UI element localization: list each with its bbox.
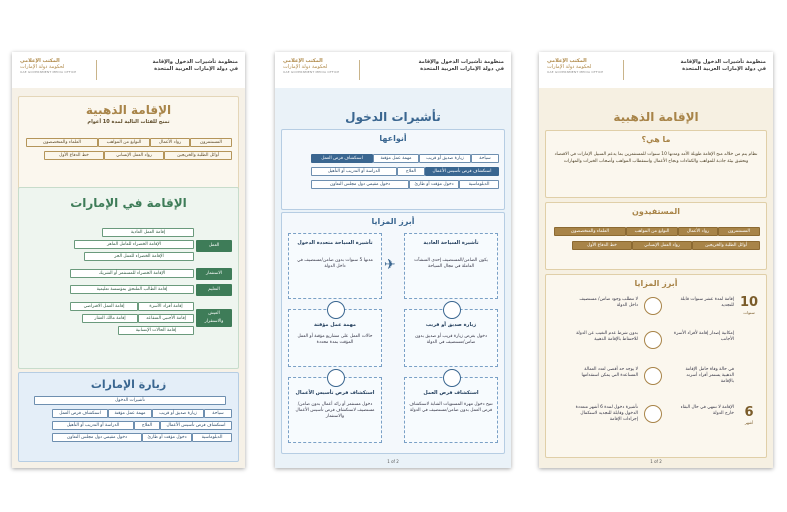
features-section bbox=[281, 212, 505, 454]
page-title: الإقامة الذهبية bbox=[613, 110, 699, 124]
feature-text: حالات العمل على مشاريع مؤقتة أو العمل المؤقت بمدة محددة bbox=[297, 334, 373, 345]
category-investment: الاستثمار bbox=[196, 268, 232, 280]
passport-icon bbox=[644, 405, 662, 423]
feature-title: مهمة عمل مؤقتة bbox=[313, 322, 357, 328]
briefcase-icon bbox=[327, 301, 345, 319]
header-title: منظومة تأشيرات الدخول والإقامة في دولة الإمارات العربية المتحدة bbox=[152, 59, 238, 72]
page-title: تأشيرات الدخول bbox=[345, 110, 441, 124]
section-title: أبرز المزايا bbox=[634, 279, 678, 288]
tag: رواد الأعمال bbox=[678, 227, 718, 236]
feature-card bbox=[288, 377, 382, 443]
feature-text: تتيح دخول مهرة المستويات الشابة لاستكشاف فرص العمل بدون ضامن/مستضيف في الدولة bbox=[409, 402, 493, 413]
tag: دخول مؤقت أو طارئ bbox=[142, 433, 192, 442]
features-section bbox=[545, 274, 767, 458]
hand-icon bbox=[644, 297, 662, 315]
tag: استكشاف فرص تأسيس الأعمال bbox=[160, 421, 232, 430]
page-number: 1 of 2 bbox=[387, 459, 399, 464]
tag: إقامة العمل العادية bbox=[102, 228, 194, 237]
tag: المستثمرون bbox=[190, 138, 232, 147]
tag: أوائل الطلبة والخريجين bbox=[164, 151, 232, 160]
feature-title: تأشيرة السياحة العادية bbox=[423, 240, 479, 246]
section-title: أنواعها bbox=[379, 134, 407, 143]
feature-card bbox=[288, 309, 382, 367]
tag: مهمة عمل مؤقتة bbox=[108, 409, 152, 418]
feature-text: دخول بغرض زيارة قريب أو صديق بدون ضامن/مستضيف في الدولة bbox=[415, 334, 487, 345]
panel-header bbox=[275, 52, 511, 88]
feature-left: بدون شرط عدم التغيب عن الدولة للاحتفاظ بالإقامة الذهبية bbox=[576, 331, 638, 342]
location-icon bbox=[644, 331, 662, 349]
feature-card bbox=[404, 377, 498, 443]
feature-title: استكشاف فرص العمل bbox=[423, 390, 479, 396]
worker-icon bbox=[644, 367, 662, 385]
tag: زيارة صديق أو قريب bbox=[152, 409, 204, 418]
tag: إقامة أفراد الأسرة bbox=[138, 302, 194, 311]
tag: رواد الأعمال bbox=[150, 138, 190, 147]
feature-left: تأشيرة دخول لمدة 6 أشهر متعددة الدخول وقابلة للتجديد لاستكمال إجراءات الإقامة bbox=[575, 405, 638, 422]
people-icon bbox=[443, 301, 461, 319]
what-section bbox=[545, 130, 767, 198]
panel-overview bbox=[12, 52, 245, 468]
tag: استكشاف فرص تأسيس الأعمال bbox=[425, 167, 499, 176]
gov-logo: المكتب الإعلامي لحكومة دولة الإمارات UAE GOVERNMENT MEDIA OFFICE bbox=[547, 58, 604, 74]
feature-text: يكون الضامن/المستضيف إحدى المنشآت العاملة في مجال السياحة bbox=[414, 258, 488, 269]
header-title: منظومة تأشيرات الدخول والإقامة في دولة الإمارات العربية المتحدة bbox=[680, 59, 766, 72]
tag: إقامة الطالب الملتحق بمؤسسة تعليمية bbox=[70, 285, 194, 294]
tag: المستثمرون bbox=[718, 227, 760, 236]
tag: النوابغ من المواهب bbox=[626, 227, 678, 236]
feature-right: إمكانية إصدار إقامة لأفراد الأسرة الأجانب bbox=[673, 331, 734, 342]
tag: دخول مقيمي دول مجلس التعاون bbox=[311, 180, 409, 189]
gov-logo: المكتب الإعلامي لحكومة دولة الإمارات UAE GOVERNMENT MEDIA OFFICE bbox=[283, 58, 340, 74]
panel-header bbox=[539, 52, 773, 88]
tag: إقامة الحالات الإنسانية bbox=[118, 326, 194, 335]
feature-left: لا تتطلب وجود ضامن/ مستضيف داخل الدولة bbox=[579, 297, 638, 308]
tag: الدراسة أو التدريب أو التأهيل bbox=[311, 167, 397, 176]
tag: دخول مؤقت أو طارئ bbox=[409, 180, 459, 189]
panel-golden-residence bbox=[539, 52, 773, 468]
tag: العلاج bbox=[134, 421, 160, 430]
tag: الإقامة الخضراء للعامل الماهر bbox=[74, 240, 194, 249]
tag: إقامة الأجنبي المتقاعد bbox=[138, 314, 194, 323]
feature-text: دخول مستثمر أو رائد أعمال بدون ضامن/مستضيف لاستكشاف فرص تأسيس الأعمال والاستثمار bbox=[295, 402, 375, 419]
section-title: الإقامة الذهبية bbox=[85, 103, 172, 117]
tag: استكشاف فرص العمل bbox=[52, 409, 108, 418]
visas-subtitle: تأشيرات الدخول bbox=[34, 396, 226, 405]
feature-right: في حالة وفاة حامل الإقامة الذهبية يستمر أفراد أسرته بالإقامة bbox=[685, 367, 734, 384]
section-subtitle: تمنح للفئات التالية لمدة 10 أعوام bbox=[87, 119, 170, 125]
category-work: العمل bbox=[196, 240, 232, 252]
category-living: العيش والاستقرار bbox=[196, 309, 232, 327]
feature-card bbox=[404, 233, 498, 299]
tag: استكشاف فرص العمل bbox=[311, 154, 373, 163]
tag: خط الدفاع الأول bbox=[44, 151, 104, 160]
tag: سياحة bbox=[471, 154, 499, 163]
tag: سياحة bbox=[204, 409, 232, 418]
tag: الإقامة الخضراء للعمل الحر bbox=[84, 252, 194, 261]
tag: رواد العمل الإنساني bbox=[632, 241, 692, 250]
tag: النوابغ من المواهب bbox=[98, 138, 150, 147]
tag: العلاج bbox=[397, 167, 425, 176]
tag: دخول مقيمي دول مجلس التعاون bbox=[52, 433, 142, 442]
tag: الإقامة الخضراء للمستثمر أو الشريك bbox=[70, 269, 194, 278]
section-title: الإقامة في الإمارات bbox=[70, 196, 187, 210]
tag: زيارة صديق أو قريب bbox=[419, 154, 471, 163]
tag: إقامة مالك العقار bbox=[82, 314, 138, 323]
what-text: نظام يتم من خلاله منح الإقامة طويلة الأمد ومدتها 10 سنوات للمستثمرين بما يدعم السبيل الإمارات في الاقتصاد وتحقيق بيئة جاذبة للمواهب والكفاءات ونجاح الأعمال واستقطاب المواهب وأصحاب الخبرات والمهارات bbox=[554, 152, 758, 164]
feature-title: زيارة صديق أو قريب bbox=[425, 322, 477, 328]
feature-title: استكشاف فرص تأسيس الأعمال bbox=[295, 390, 375, 396]
visa-types-section bbox=[281, 129, 505, 210]
section-title: ما هي؟ bbox=[641, 135, 671, 144]
category-education: التعليم bbox=[196, 284, 232, 296]
business-icon bbox=[327, 369, 345, 387]
big-number-6: 6 أشهر bbox=[744, 405, 754, 425]
tag: أوائل الطلبة والخريجين bbox=[692, 241, 760, 250]
search-icon bbox=[443, 369, 461, 387]
feature-title: تأشيرة السياحة متعددة الدخول bbox=[297, 240, 373, 246]
page-number: 1 of 2 bbox=[650, 459, 662, 464]
tag: إقامة العمل الافتراضي bbox=[70, 302, 138, 311]
header-title: منظومة تأشيرات الدخول والإقامة في دولة الإمارات العربية المتحدة bbox=[418, 59, 504, 72]
tag: الدبلوماسية bbox=[459, 180, 499, 189]
feature-left: لا يوجد حد أقصى لعدد العمالة المساعدة التي يمكن استقدامها bbox=[581, 367, 638, 378]
tag: الدبلوماسية bbox=[192, 433, 232, 442]
tag: رواد العمل الإنساني bbox=[104, 151, 164, 160]
panel-header bbox=[12, 52, 245, 88]
gov-logo: المكتب الإعلامي لحكومة دولة الإمارات UAE GOVERNMENT MEDIA OFFICE bbox=[20, 58, 77, 74]
tag: الدراسة أو التدريب أو التأهيل bbox=[52, 421, 134, 430]
section-title: المستفيدون bbox=[632, 207, 680, 216]
tag: العلماء والمتخصصون bbox=[26, 138, 98, 147]
tag: العلماء والمتخصصون bbox=[554, 227, 626, 236]
big-number-10: 10 سنوات bbox=[739, 295, 759, 315]
feature-right: إقامة لمدة عشر سنوات قابلة للتجديد bbox=[680, 297, 734, 308]
tag: مهمة عمل مؤقتة bbox=[373, 154, 419, 163]
feature-right: الإقامة لا تنتهي في حال البقاء خارج الدولة bbox=[680, 405, 734, 416]
beneficiaries-section bbox=[545, 202, 767, 270]
visit-section bbox=[18, 372, 239, 462]
feature-card bbox=[404, 309, 498, 367]
residence-section bbox=[18, 187, 239, 369]
tag: خط الدفاع الأول bbox=[572, 241, 632, 250]
airplane-icon: ✈ bbox=[384, 257, 396, 273]
feature-card bbox=[288, 233, 382, 299]
feature-text: مدتها 5 سنوات بدون ضامن/مستضيف في داخل الدولة bbox=[297, 258, 373, 269]
panel-entry-visas bbox=[275, 52, 511, 468]
section-title: زيارة الإمارات bbox=[90, 378, 167, 391]
section-title: أبرز المزايا bbox=[371, 217, 415, 226]
